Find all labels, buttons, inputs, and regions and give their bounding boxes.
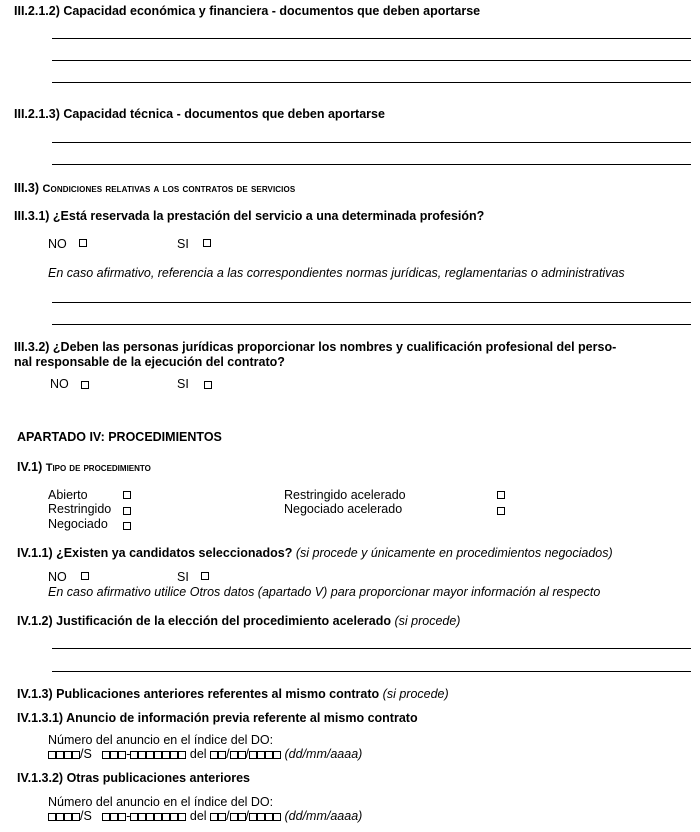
answer-line[interactable] — [52, 82, 691, 83]
s332-no-checkbox[interactable] — [81, 381, 89, 389]
answer-line[interactable] — [52, 648, 691, 649]
proc-restringido-checkbox[interactable] — [123, 507, 131, 515]
section-title-text: Tipo de procedimiento — [45, 462, 151, 474]
s332-si-label: SI — [177, 377, 189, 391]
s411-note: En caso afirmativo utilice Otros datos (apartado V) para proporcionar mayor información al respecto — [48, 585, 601, 599]
s4132-do-number-field[interactable]: /S - del / / (dd/mm/aaaa) — [48, 809, 362, 823]
s332-no-label: NO — [50, 377, 69, 391]
answer-line[interactable] — [52, 60, 691, 61]
do-del-label: del — [189, 747, 207, 761]
section-iv-1-3-1-title: IV.1.3.1) Anuncio de información previa referente al mismo contrato — [17, 711, 418, 725]
section-prefix: III.3) — [14, 181, 43, 195]
answer-line[interactable] — [52, 38, 691, 39]
section-qualifier: (si procede) — [394, 614, 461, 628]
proc-negociado-label: Negociado — [48, 517, 108, 531]
section-title-text: IV.1.1) ¿Existen ya candidatos seleccionados? — [17, 546, 293, 560]
do-s-label: /S — [80, 747, 92, 761]
proc-negociado-acelerado-label: Negociado acelerado — [284, 502, 403, 516]
answer-line[interactable] — [52, 142, 691, 143]
date-format-hint: (dd/mm/aaaa) — [284, 809, 363, 823]
section-title-text: Condiciones relativas a los contratos de servicios — [42, 183, 296, 195]
section-iv-1-3-title — [17, 687, 449, 701]
proc-negociado-acelerado-checkbox[interactable] — [497, 507, 505, 515]
do-s-label: /S — [80, 809, 92, 823]
section-iv-1-3-2-title: IV.1.3.2) Otras publicaciones anteriores — [17, 771, 250, 785]
section-iii-3-2-title-line1: III.3.2) ¿Deben las personas jurídicas proporcionar los nombres y cualificación profesional del perso- — [14, 340, 617, 354]
date-format-hint: (dd/mm/aaaa) — [284, 747, 363, 761]
apartado-iv-heading: APARTADO IV: PROCEDIMIENTOS — [17, 430, 222, 444]
do-del-label: del — [189, 809, 207, 823]
s331-note: En caso afirmativo, referencia a las correspondientes normas jurídicas, reglamentarias o administrativas — [48, 266, 625, 280]
section-prefix: IV.1) — [17, 460, 46, 474]
section-qualifier: (si procede y únicamente en procedimientos negociados) — [295, 546, 613, 560]
section-title-text: IV.1.3) Publicaciones anteriores referentes al mismo contrato — [17, 687, 380, 701]
s4131-do-number-field[interactable]: /S - del / / (dd/mm/aaaa) — [48, 747, 362, 761]
s411-si-checkbox[interactable] — [201, 572, 209, 580]
proc-restringido-label: Restringido — [48, 502, 112, 516]
proc-negociado-checkbox[interactable] — [123, 522, 131, 530]
proc-abierto-checkbox[interactable] — [123, 491, 131, 499]
section-iii-2-1-3-title: III.2.1.3) Capacidad técnica - documentos que deben aportarse — [14, 107, 385, 121]
section-iii-3-title — [14, 181, 295, 195]
s411-no-label: NO — [48, 570, 67, 584]
s411-no-checkbox[interactable] — [81, 572, 89, 580]
s4132-do-label: Número del anuncio en el índice del DO: — [48, 795, 274, 809]
section-iii-3-1-title: III.3.1) ¿Está reservada la prestación del servicio a una determinada profesión? — [14, 209, 485, 223]
answer-line[interactable] — [52, 302, 691, 303]
section-qualifier: (si procede) — [382, 687, 449, 701]
s331-no-label: NO — [48, 237, 67, 251]
answer-line[interactable] — [52, 164, 691, 165]
proc-restringido-acelerado-checkbox[interactable] — [497, 491, 505, 499]
section-title-text: IV.1.2) Justificación de la elección del procedimiento acelerado — [17, 614, 391, 628]
section-iv-1-2-title — [17, 614, 460, 628]
section-iv-1-title — [17, 460, 151, 474]
s331-si-label: SI — [177, 237, 189, 251]
answer-line[interactable] — [52, 324, 691, 325]
s331-si-checkbox[interactable] — [203, 239, 211, 247]
section-iii-3-2-title-line2: nal responsable de la ejecución del contrato? — [14, 355, 285, 369]
answer-line[interactable] — [52, 671, 691, 672]
s332-si-checkbox[interactable] — [204, 381, 212, 389]
section-iv-1-1-title — [17, 546, 613, 560]
s411-si-label: SI — [177, 570, 189, 584]
s4131-do-label: Número del anuncio en el índice del DO: — [48, 733, 274, 747]
s331-no-checkbox[interactable] — [79, 239, 87, 247]
proc-abierto-label: Abierto — [48, 488, 88, 502]
section-iii-2-1-2-title: III.2.1.2) Capacidad económica y financiera - documentos que deben aportarse — [14, 4, 481, 18]
proc-restringido-acelerado-label: Restringido acelerado — [284, 488, 406, 502]
